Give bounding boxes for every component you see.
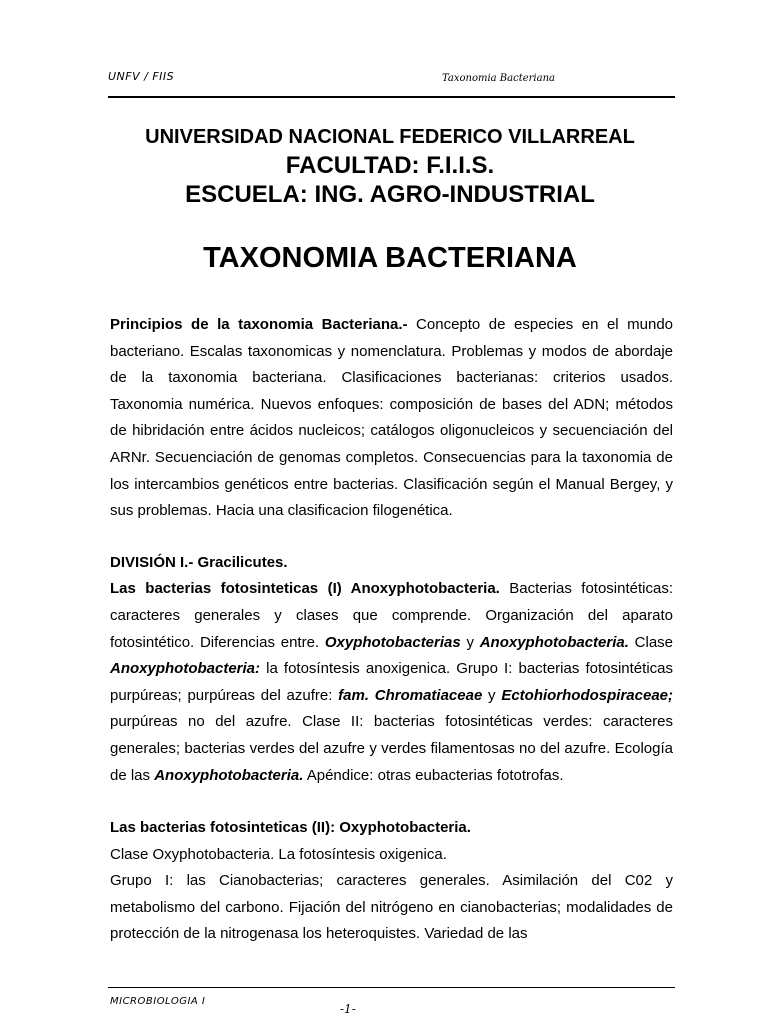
document-title: TAXONOMIA BACTERIANA (203, 242, 577, 274)
school-title: ESCUELA: ING. AGRO-INDUSTRIAL (185, 181, 595, 208)
footer-left: MICROBIOLOGIA I (110, 996, 206, 1007)
division-paragraph: Las bacterias fotosinteticas (I) Anoxyphotobacteria. Bacterias fotosintéticas: caracteres generales y clases que comprende. Organización del aparato fotosintético. Diferencias entre. Oxyphotobacterias y Anoxyphotobacteria. Clase Anoxyphotobacteria: la fotosíntesis anoxigenica. Grupo I: bacterias fotosintéticas purpúreas; purpúreas del azufre: fam. Chromatiaceae y Ectohiorhodospiraceae; purpúreas no del azufre. Clase II: bacterias fotosintéticas verdes: caracteres generales; bacterias verdes del azufre y verdes filamentosas no del azufre. Ecología de las Anoxyphotobacteria. Apéndice: otras eubacterias fototrofas. (110, 580, 674, 784)
university-title: UNIVERSIDAD NACIONAL FEDERICO VILLARREAL (145, 126, 635, 148)
oxyphoto-paragraph: Grupo I: las Cianobacterias; caracteres generales. Asimilación del C02 y metabolismo del carbono. Fijación del nitrógeno en cianobacterias; modalidades de protección de la nitrogenasa los heteroquistes. Variedad de las (110, 872, 673, 943)
principles-text: Concepto de especies en el mundo bacteriano. Escalas taxonomicas y nomenclatura. Problemas y modos de abordaje de la taxonomia bacteriana. Clasificaciones bacterianas: criterios usados. Taxonomia numérica. Nuevos enfoques: composición de bases del ADN; métodos de hibridación entre ácidos nucleicos; catálogos oligonucleicos y secuenciación del ARNr. Secuenciación de genomas completos. Consecuencias para la taxonomia de los intercambios genéticos entre bacterias. Clasificación según el Manual Bergey, y sus problemas. Hacia una clasificacion filogenética. (110, 316, 674, 520)
page-number: -1- (340, 1002, 356, 1016)
faculty-title: FACULTAD: F.I.I.S. (285, 152, 495, 179)
division-subheading: Las bacterias fotosinteticas (I) Anoxyphotobacteria. (110, 580, 500, 598)
header-left: UNFV / FIIS (108, 70, 175, 83)
title-block (100, 122, 680, 276)
header-right: Taxonomia Bacteriana (442, 73, 555, 84)
footer-rule (108, 987, 675, 988)
oxyphoto-heading: Las bacterias fotosinteticas (II): Oxyphotobacteria. (110, 819, 471, 837)
document-body (110, 312, 673, 948)
principles-heading: Principios de la taxonomia Bacteriana.- (110, 316, 408, 333)
division-heading: DIVISIÓN I.- Gracilicutes. (110, 553, 288, 571)
oxyphoto-line: Clase Oxyphotobacteria. La fotosíntesis oxigenica. (110, 845, 447, 863)
header-rule (108, 96, 675, 98)
principles-paragraph (110, 312, 673, 525)
